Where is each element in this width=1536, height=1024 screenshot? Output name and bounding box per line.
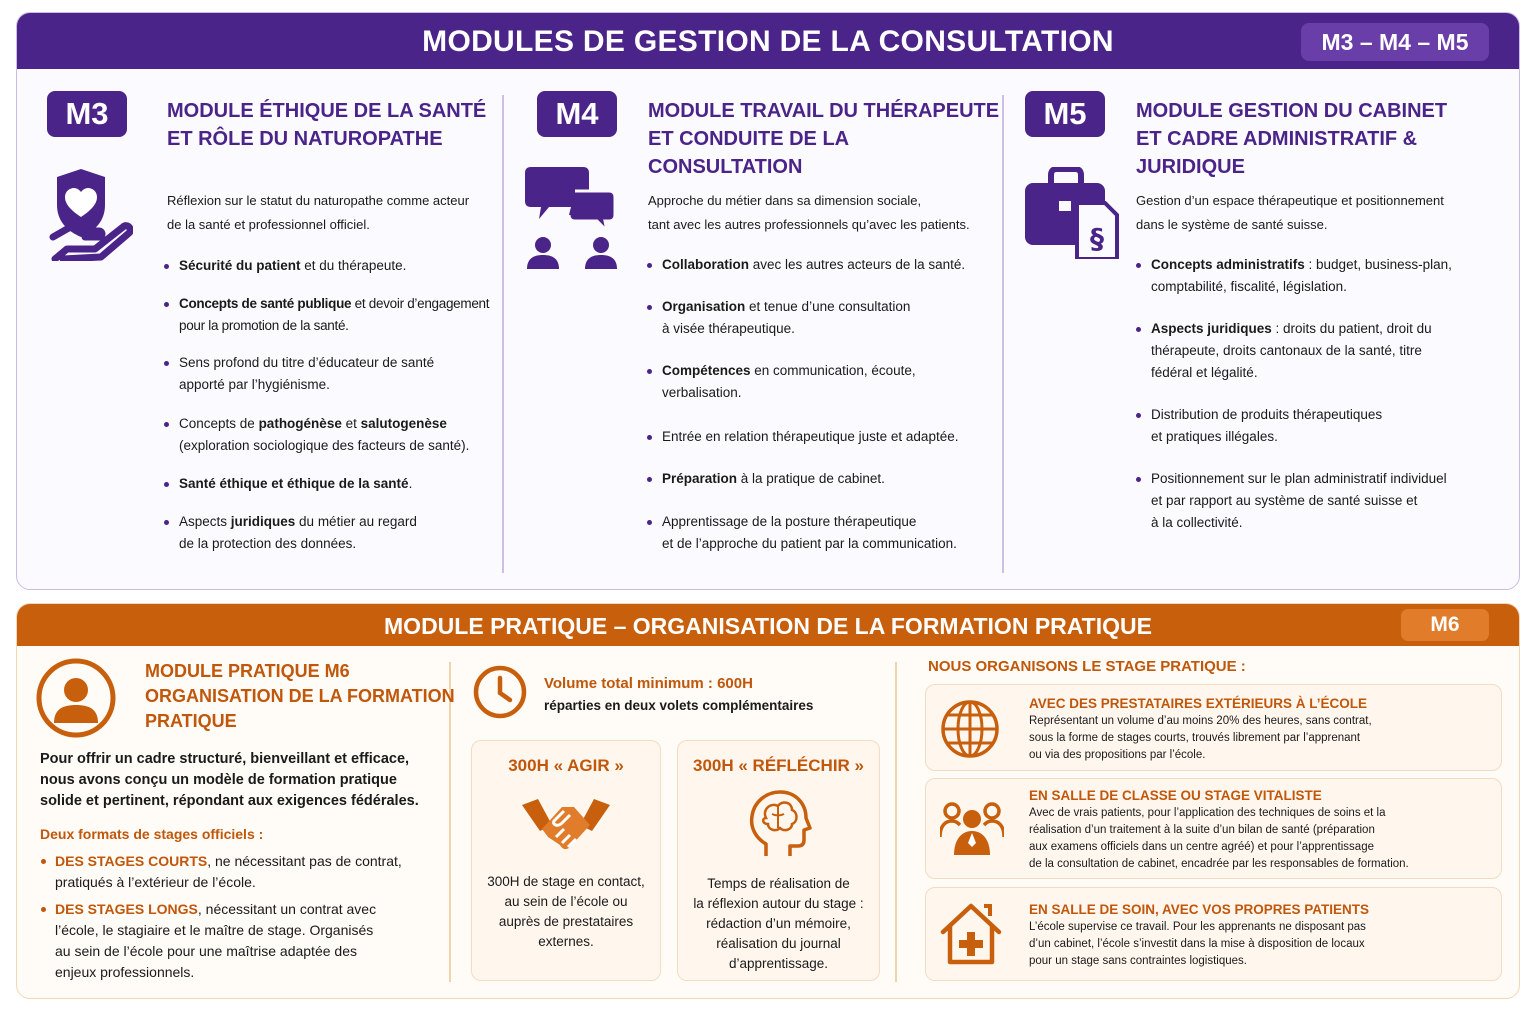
module-m4 [503, 69, 1003, 579]
m4-bullet: Apprentissage de la posture thérapeutique et de l’approche du patient par la communication. [662, 511, 957, 555]
card-text-line: réalisation d’un traitement à la suite d’un bilan de santé (préparation [1029, 824, 1375, 836]
card-text-line: ou via des propositions par l’école. [1029, 749, 1206, 761]
m3-intro [167, 189, 469, 237]
m4-badge: M4 [537, 91, 617, 137]
agir-title: 300H « AGIR » [508, 756, 624, 775]
modules-range-badge: M3 – M4 – M5 [1301, 23, 1489, 61]
card-text-line: sous la forme de stages courts, trouvés librement par l’apprenant [1029, 732, 1361, 744]
consultation-modules-panel [16, 12, 1520, 590]
m3-bullet: Sens profond du titre d’éducateur de santé apporté par l’hygiénisme. [179, 352, 434, 396]
m5-bullet: Aspects juridiques : droits du patient, droit du thérapeute, droits cantonaux de la santé, titre fédéral et légalité. [1151, 318, 1432, 384]
m3-bullet: Aspects juridiques du métier au regard de la protection des données. [179, 511, 417, 555]
discussion-people-icon [525, 161, 621, 274]
card-text-line: Avec de vrais patients, pour l’application des techniques de soins et la [1029, 807, 1386, 819]
brain-head-icon [744, 788, 814, 863]
reflechir-text [678, 874, 879, 974]
m6-title-line: PRATIQUE [145, 711, 237, 731]
m4-intro [648, 189, 970, 237]
m3-bullet: Concepts de pathogénèse et salutogenèse (exploration sociologique des facteurs de santé). [179, 413, 469, 457]
m3-badge: M3 [47, 91, 127, 137]
external-providers-card [925, 684, 1502, 771]
agir-text-line: au sein de l’école ou [504, 894, 628, 909]
m4-bullet: Entrée en relation thérapeutique juste et adaptée. [662, 426, 958, 448]
card-text-line: Représentant un volume d’au moins 20% des heures, sans contrat, [1029, 715, 1372, 727]
briefcase-legal-icon [1025, 167, 1121, 264]
m4-intro-line: Approche du métier dans sa dimension sociale, [648, 193, 922, 208]
agir-text-line: 300H de stage en contact, [487, 874, 645, 889]
m4-bullet: Collaboration avec les autres acteurs de la santé. [662, 254, 965, 276]
shield-heart-hand-icon [49, 165, 133, 266]
reflechir-card [677, 740, 880, 981]
card-text-line: de la consultation de cabinet, encadrée par les responsables de formation. [1029, 858, 1409, 870]
agir-text-line: externes. [538, 934, 594, 949]
m4-title-line: ET CONDUITE DE LA CONSULTATION [648, 128, 849, 178]
m3-title-line: MODULE ÉTHIQUE DE LA SANTÉ [167, 100, 487, 122]
reflechir-text-line: réalisation du journal [716, 936, 841, 951]
card-text-line: pour un stage sans contraintes logistiques. [1029, 955, 1247, 967]
handshake-icon [520, 791, 612, 858]
m5-title [1136, 97, 1520, 181]
m3-title [167, 97, 486, 153]
agir-text-line: auprès de prestataires [498, 914, 634, 929]
m3-bullet: Santé éthique et éthique de la santé. [179, 473, 412, 495]
classroom-content [1029, 788, 1409, 873]
m5-bullet: Positionnement sur le plan administratif individuel et par rapport au système de santé suisse et à la collectivité. [1151, 468, 1447, 534]
consultation-title: MODULES DE GESTION DE LA CONSULTATION [422, 25, 1114, 58]
group-people-icon [940, 799, 1004, 860]
clock-icon [472, 664, 528, 725]
user-circle-icon [35, 657, 117, 744]
long-stages-bullet: DES STAGES LONGS, nécessitant un contrat avec l’école, le stagiaire et le maître de stage. Organisés au sein de l’école pour une maîtrise adaptée des enjeux professionnels. [55, 899, 376, 983]
m6-title-line: ORGANISATION DE LA FORMATION [145, 686, 455, 706]
m5-intro [1136, 189, 1444, 237]
m5-bullet: Distribution de produits thérapeutiques et pratiques illégales. [1151, 404, 1382, 448]
m6-badge: M6 [1401, 609, 1489, 641]
m6-description-line: Pour offrir un cadre structuré, bienveillant et efficace, [40, 751, 410, 767]
classroom-text [1029, 805, 1409, 873]
m4-title [648, 97, 1003, 181]
svg-text:§: § [1090, 222, 1104, 255]
agir-text [472, 872, 660, 952]
module-m5 [1003, 69, 1520, 579]
m6-description-line: solide et pertinent, répondant aux exigences fédérales. [40, 793, 419, 809]
classroom-card [925, 778, 1502, 879]
medical-house-icon [940, 902, 1002, 971]
m6-title-line: MODULE PRATIQUE M6 [145, 661, 350, 681]
m5-bullet: Concepts administratifs : budget, business-plan, comptabilité, fiscalité, législation. [1151, 254, 1452, 298]
practical-module-panel [16, 603, 1520, 999]
agir-card [471, 740, 661, 981]
m3-intro-line: de la santé et professionnel officiel. [167, 217, 370, 232]
care-room-title: EN SALLE DE SOIN, AVEC VOS PROPRES PATIENTS [1029, 902, 1370, 917]
practical-title: MODULE PRATIQUE – ORGANISATION DE LA FORMATION PRATIQUE [384, 613, 1152, 639]
reflechir-text-line: la réflexion autour du stage : [693, 896, 864, 911]
m3-bullet: Concepts de santé publique et devoir d’engagement pour la promotion de la santé. [179, 293, 489, 337]
m3-title-line: ET RÔLE DU NATUROPATHE [167, 128, 443, 150]
m5-intro-line: dans le système de santé suisse. [1136, 217, 1328, 232]
reflechir-text-line: d’apprentissage. [728, 956, 829, 971]
external-providers-content [1029, 696, 1372, 764]
organisation-title: NOUS ORGANISONS LE STAGE PRATIQUE : [928, 658, 1246, 675]
reflechir-text-line: rédaction d’un mémoire, [706, 916, 851, 931]
m5-title-line: ET CADRE ADMINISTRATIF & JURIDIQUE [1136, 128, 1418, 178]
formats-title: Deux formats de stages officiels : [40, 826, 264, 842]
m5-intro-line: Gestion d’un espace thérapeutique et positionnement [1136, 193, 1444, 208]
m5-title-line: MODULE GESTION DU CABINET [1136, 100, 1448, 122]
m4-title-line: MODULE TRAVAIL DU THÉRAPEUTE [648, 100, 1000, 122]
m4-bullet: Compétences en communication, écoute, verbalisation. [662, 360, 916, 404]
external-providers-text [1029, 713, 1372, 764]
classroom-title: EN SALLE DE CLASSE OU STAGE VITALISTE [1029, 788, 1322, 803]
short-stages-bullet: DES STAGES COURTS, ne nécessitant pas de contrat, pratiqués à l’extérieur de l’école. [55, 851, 402, 893]
card-text-line: L’école supervise ce travail. Pour les apprenants ne disposant pas [1029, 921, 1366, 933]
card-text-line: aux examens officiels dans un centre agréé) et pour l’apprentissage [1029, 841, 1374, 853]
reflechir-text-line: Temps de réalisation de [707, 876, 850, 891]
m6-description-line: nous avons conçu un modèle de formation pratique [40, 772, 397, 788]
volume-subtitle: réparties en deux volets complémentaires [544, 698, 814, 713]
m6-title [145, 659, 455, 734]
care-room-content [1029, 902, 1369, 970]
practical-header [17, 604, 1519, 646]
volume-total: Volume total minimum : 600H [544, 675, 753, 692]
m3-bullet: Sécurité du patient et du thérapeute. [179, 255, 406, 277]
m3-intro-line: Réflexion sur le statut du naturopathe comme acteur [167, 193, 470, 208]
m4-bullet: Organisation et tenue d’une consultation à visée thérapeutique. [662, 296, 910, 340]
care-room-text [1029, 919, 1369, 970]
globe-icon [940, 699, 1000, 764]
card-text-line: d’un cabinet, l’école s’investit dans la mise à disposition de locaux [1029, 938, 1365, 950]
consultation-header [17, 13, 1519, 69]
external-providers-title: AVEC DES PRESTATAIRES EXTÉRIEURS À L’ÉCOLE [1029, 696, 1368, 711]
column-divider [895, 662, 897, 982]
m4-intro-line: tant avec les autres professionnels qu’avec les patients. [648, 217, 970, 232]
module-m3 [17, 69, 503, 579]
m4-bullet: Préparation à la pratique de cabinet. [662, 468, 885, 490]
m6-description [40, 749, 419, 812]
care-room-card [925, 887, 1502, 981]
m5-badge: M5 [1025, 91, 1105, 137]
reflechir-title: 300H « RÉFLÉCHIR » [693, 756, 864, 775]
